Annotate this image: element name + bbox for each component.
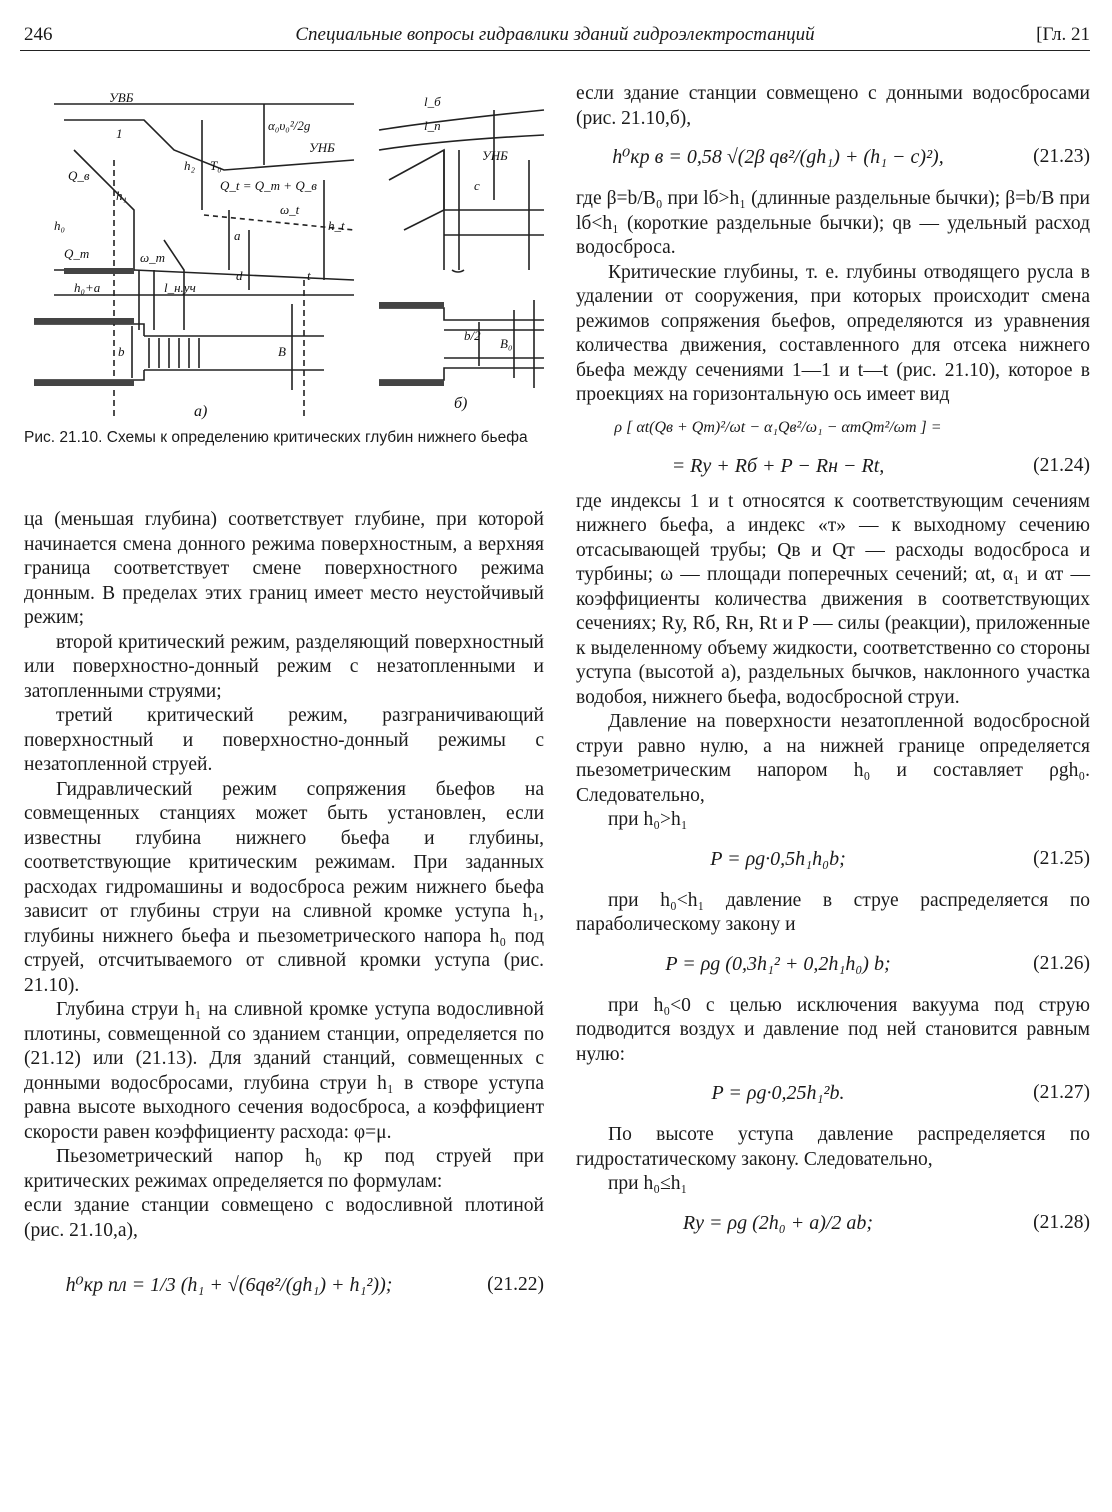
panel-b-label: б) <box>454 395 468 412</box>
equation-21-26 <box>576 942 1090 990</box>
paragraph: если здание станции совмещено с водосливной плотиной (рис. 21.10,а), <box>24 1195 544 1241</box>
equation-number: (21.28) <box>1033 1211 1090 1233</box>
equation-21-24 <box>576 412 1090 486</box>
label-h2: h₂ <box>184 158 196 173</box>
label-B0: B₀ <box>500 336 513 351</box>
paragraph: третий критический режим, разграничивающий поверхностный и поверхностно-донный режимы с незатопленной струей. <box>24 705 544 775</box>
left-column <box>24 508 544 1315</box>
paragraph: По высоте уступа давление распределяется по гидростатическому закону. Следовательно, <box>576 1124 1090 1170</box>
paragraph: Гидравлический режим сопряжения бьефов на совмещенных станциях может быть установлен, если известны глубина нижнего бьефа и глубины, соответствующие критическим режимам. При заданных расходах гидромашины и водосброса режим нижнего бьефа зависит от глубины струи на сливной кромке уступа h₁, глубины нижнего бьефа и пьезометрического напора h₀ под струей, отсчитываемого от сливной кромки уступа (рис. 21.10). <box>24 778 544 996</box>
label-T0: T₀ <box>210 158 222 173</box>
equation-number: (21.27) <box>1033 1082 1090 1103</box>
page-number: 246 <box>24 24 53 45</box>
label-wt: ω_t <box>280 202 300 217</box>
paragraph: при h₀<h₁ давление в струе распределяется по параболическому закону и <box>576 889 1090 935</box>
label-qv: Q_в <box>68 168 90 183</box>
label-h0a: h₀+a <box>74 280 101 295</box>
paragraph: при h₀<0 с целью исключения вакуума под струю подводится воздух и давление под ней становится равным нулю: <box>576 994 1090 1065</box>
equation-21-27 <box>576 1071 1090 1119</box>
label-d: d <box>236 268 243 283</box>
equation-formula: P = ρg (0,3h₁² + 0,2h₁h₀) b; <box>665 952 891 975</box>
equation-number: (21.26) <box>1033 952 1090 974</box>
equation-number: (21.25) <box>1033 847 1090 869</box>
label-unb-a: УНБ <box>309 140 335 155</box>
paragraph: при h₀≤h₁ <box>608 1173 688 1194</box>
right-column <box>576 82 1090 1253</box>
paragraph: Давление на поверхности незатопленной водосбросной струи равно нулю, а на нижней границе определяется пьезометрическим напором h₀ и составляет ρgh₀. Следовательно, <box>576 711 1090 806</box>
paragraph: ца (меньшая глубина) соответствует глубине, при которой начинается смена донного режима поверхностным, а верхняя граница соответствует смене поверхностного режима донным. В пределах этих границ имеет место неустойчивый режим; <box>24 509 544 628</box>
paragraph: второй критический режим, разделяющий поверхностный или поверхностно-донный режим с незатопленными и затопленными струями; <box>24 631 544 702</box>
label-b2: b/2 <box>464 328 481 343</box>
figure-caption: Рис. 21.10. Схемы к определению критических глубин нижнего бьефа <box>24 429 528 446</box>
label-a: a <box>234 228 241 243</box>
equation-21-25 <box>576 837 1090 885</box>
equation-21-22 <box>24 1263 544 1311</box>
label-B: B <box>278 344 286 359</box>
equation-line-1: ρ [ αt(Qв + Qт)²/ωt − α₁Qв²/ω₁ − αтQт²/ωт ] = <box>614 418 942 436</box>
label-section-1: 1 <box>116 126 123 141</box>
equation-number: (21.23) <box>1033 146 1090 167</box>
label-c: c <box>474 178 480 193</box>
paragraph: где β=b/B₀ при lб>h₁ (длинные раздельные бычки); β=b/B при lб<h₁ (короткие раздельные бычки); qв — удельный расход водосброса. <box>576 188 1090 258</box>
label-unb-b: УНБ <box>482 148 508 163</box>
page-header <box>20 24 1090 51</box>
paragraph: Пьезометрический напор h₀ кр под струей при критических режимах определяется по формулам: <box>24 1146 544 1192</box>
equation-formula: h⁰кр в = 0,58 √(2β qв²/(gh₁) + (h₁ − c)²), <box>612 146 944 168</box>
label-qt: Q_т <box>64 246 90 261</box>
label-ht: h_t <box>328 218 345 233</box>
figure-21-10 <box>24 90 564 420</box>
label-lnuch: l_н.уч <box>164 280 196 295</box>
label-lb: l_б <box>424 94 441 109</box>
paragraph: где индексы 1 и t относятся к соответствующим сечениям нижнего бьефа, а индекс «т» — к выходному сечению отсасывающей трубы; Qв и Qт — расходы водосброса и турбины; ω — площади поперечных сечений; αt, α₁ и αт — коэффициенты количества движения в соответствующих сечениях; Rу, Rб, Rн, Rt и P — силы (реакции), приложенные к выделенному объему жидкости, соответственно со стороны уступа (высотой a), раздельных бычков, наклонного участка водобоя, нижнего бьефа, водосбросной струи. <box>576 490 1090 708</box>
label-b: b <box>118 344 125 359</box>
equation-formula: Rу = ρg (2h₀ + a)/2 ab; <box>682 1211 874 1234</box>
label-head: α₀υ₀²/2g <box>268 118 311 133</box>
equation-21-28 <box>576 1201 1090 1249</box>
equation-21-23 <box>576 135 1090 183</box>
equation-formula: P = ρg·0,25h₁²b. <box>711 1082 845 1104</box>
equation-formula: h⁰кр пл = 1/3 (h₁ + √(6qв²/(gh₁) + h₁²)); <box>65 1274 393 1296</box>
chapter-label: [Гл. 21 <box>1036 24 1090 45</box>
paragraph: если здание станции совмещено с донными водосбросами (рис. 21.10,б), <box>576 83 1090 129</box>
equation-number: (21.24) <box>1033 454 1090 476</box>
paragraph: Глубина струи h₁ на сливной кромке уступа водосливной плотины, совмещенной со зданием станции, определяется по (21.12) или (21.13). Для зданий станций, совмещенных с донными водосбросами, глубина струи h₁ в створе уступа равна высоте выходного сечения водосброса, а коэффициент скорости равен коэффициенту расхода: φ=μ. <box>24 999 544 1143</box>
label-section-t: t <box>307 268 311 283</box>
label-lp: l_п <box>424 118 441 133</box>
label-ubb: УВБ <box>109 90 134 105</box>
equation-number: (21.22) <box>487 1274 544 1295</box>
label-wT: ω_т <box>140 250 166 265</box>
panel-a-label: а) <box>194 403 208 420</box>
label-h1: h₁ <box>116 188 128 203</box>
label-h0: h₀ <box>54 218 66 233</box>
equation-line-2: = Rу + Rб + P − Rн − Rt, <box>671 454 885 477</box>
running-title: Специальные вопросы гидравлики зданий гидроэлектростанций <box>295 24 815 45</box>
label-qsum: Q_t = Q_т + Q_в <box>220 178 317 193</box>
paragraph: при h₀>h₁ <box>608 809 688 830</box>
equation-formula: P = ρg·0,5h₁h₀b; <box>710 847 846 870</box>
paragraph: Критические глубины, т. е. глубины отводящего русла в удалении от сооружения, при которых происходит смена режимов сопряжения бьефов, определяются из уравнения количества движения, составленного для отсека нижнего бьефа между сечениями 1—1 и t—t (рис. 21.10), которое в проекциях на горизонтальную ось имеет вид <box>576 261 1090 405</box>
